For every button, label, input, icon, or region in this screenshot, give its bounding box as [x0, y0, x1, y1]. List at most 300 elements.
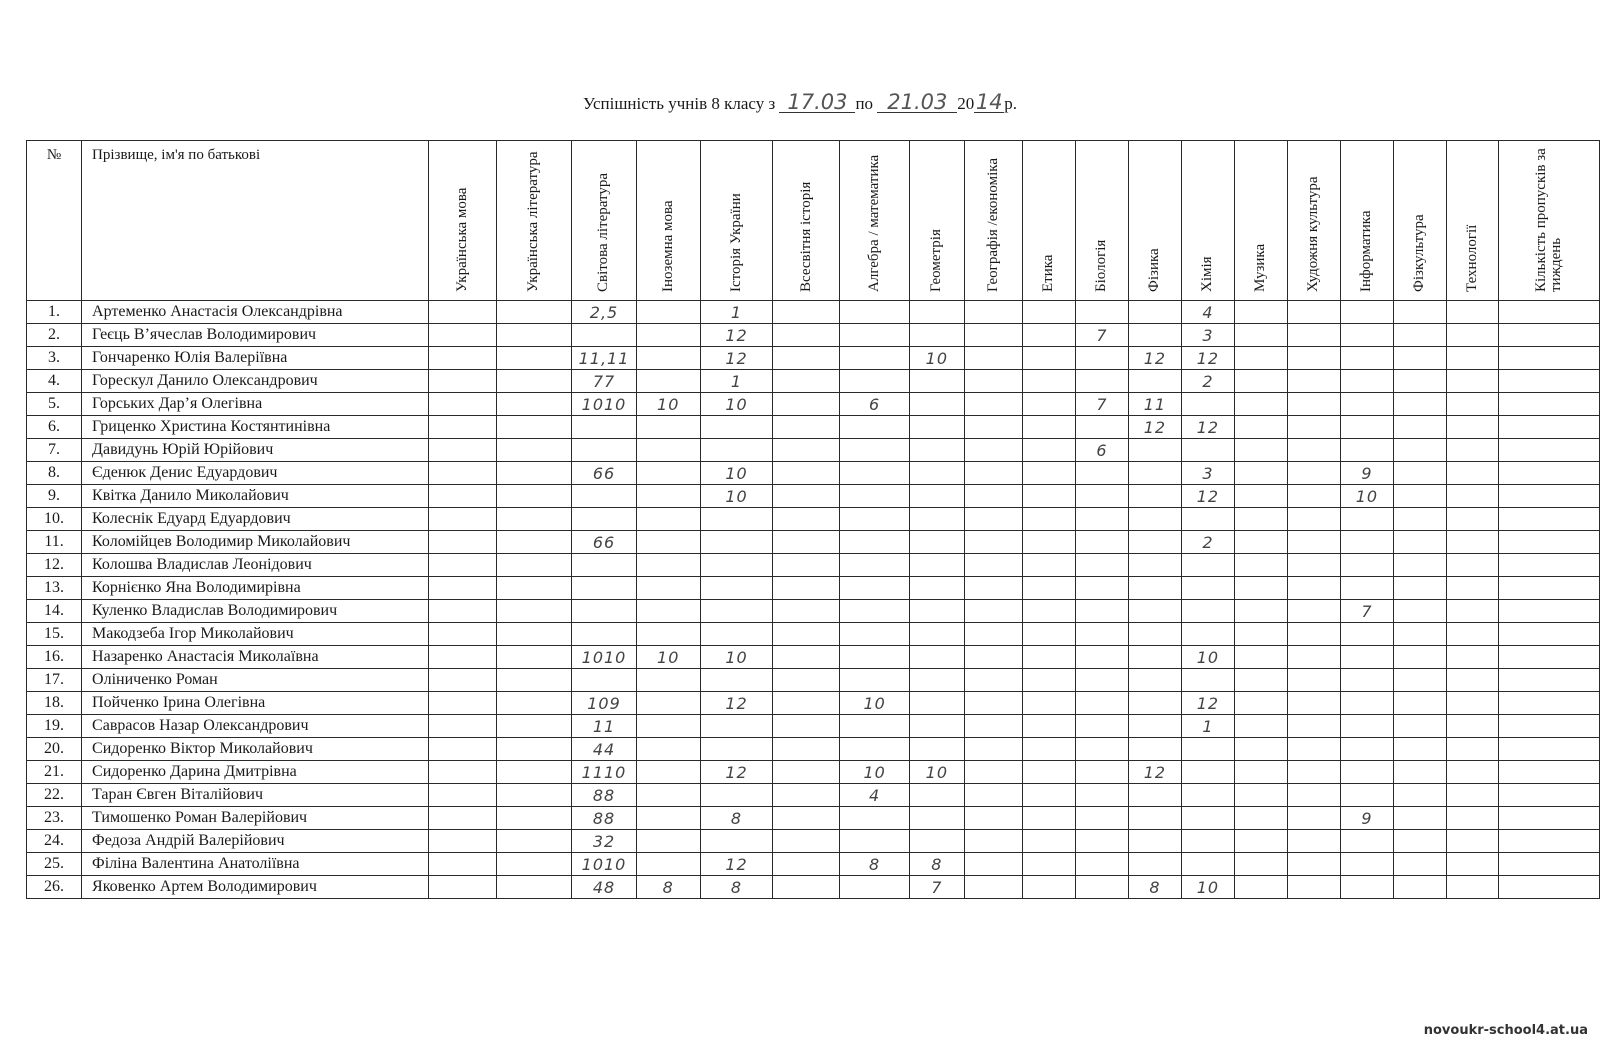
grade-cell [572, 577, 636, 600]
row-number: 2. [27, 324, 82, 347]
grade-cell [428, 692, 496, 715]
grade-cell: 109 [572, 692, 636, 715]
grade-cell: 8 [700, 876, 772, 899]
grade-cell [1340, 393, 1393, 416]
grade-cell: 10 [840, 692, 909, 715]
grade-cell [1393, 600, 1446, 623]
grade-cell [773, 623, 840, 646]
row-number: 16. [27, 646, 82, 669]
header-subject-label: Кількість пропусків за тиждень [1532, 148, 1564, 292]
grade-cell [1022, 761, 1075, 784]
grade-cell [840, 531, 909, 554]
grade-cell [964, 669, 1022, 692]
grade-cell: 10 [909, 347, 964, 370]
grade-cell [496, 485, 571, 508]
grade-cell [1446, 462, 1498, 485]
grade-cell [496, 761, 571, 784]
grade-cell [909, 623, 964, 646]
grade-cell [909, 669, 964, 692]
grade-cell [1128, 853, 1181, 876]
grade-cell [1498, 692, 1599, 715]
grade-cell [773, 807, 840, 830]
grade-cell [1075, 715, 1128, 738]
row-number: 9. [27, 485, 82, 508]
grade-cell [636, 370, 700, 393]
grade-cell [1075, 692, 1128, 715]
table-row [27, 439, 1600, 462]
grade-cell [636, 807, 700, 830]
grade-cell [428, 738, 496, 761]
grade-cell: 1 [1181, 715, 1234, 738]
table-row [27, 738, 1600, 761]
grade-cell [1234, 462, 1287, 485]
grade-cell [1075, 301, 1128, 324]
grade-cell [700, 531, 772, 554]
grade-cell [1393, 439, 1446, 462]
grade-cell [1498, 393, 1599, 416]
grade-cell [1446, 692, 1498, 715]
grade-cell [428, 416, 496, 439]
grade-cell [496, 807, 571, 830]
header-subject-label: Музика [1252, 243, 1269, 292]
grade-cell [840, 439, 909, 462]
grade-cell [1181, 508, 1234, 531]
header-subject-label: Етика [1040, 254, 1057, 292]
grade-cell [428, 462, 496, 485]
grade-cell [1234, 600, 1287, 623]
grade-cell [572, 324, 636, 347]
grade-cell [1498, 554, 1599, 577]
grade-cell [1022, 393, 1075, 416]
grade-cell [773, 715, 840, 738]
grade-cell [909, 439, 964, 462]
grade-cell [1022, 462, 1075, 485]
table-row [27, 715, 1600, 738]
table-row [27, 324, 1600, 347]
grade-cell [1498, 784, 1599, 807]
grade-cell [636, 853, 700, 876]
grade-cell [428, 347, 496, 370]
row-number: 20. [27, 738, 82, 761]
grade-cell [496, 715, 571, 738]
grade-cell [636, 347, 700, 370]
grade-cell [1340, 853, 1393, 876]
grade-cell: 12 [1181, 347, 1234, 370]
grade-cell [496, 324, 571, 347]
header-subject-label: Художня культура [1305, 176, 1322, 292]
grade-cell [636, 531, 700, 554]
grade-cell [1446, 761, 1498, 784]
grade-cell: 11 [572, 715, 636, 738]
grade-cell [1181, 853, 1234, 876]
grade-cell [1234, 577, 1287, 600]
grade-cell: 8 [909, 853, 964, 876]
grade-cell [1340, 646, 1393, 669]
grade-cell [1287, 692, 1340, 715]
grade-cell [773, 462, 840, 485]
header-subject [1340, 141, 1393, 301]
grade-cell: 10 [636, 646, 700, 669]
grade-cell [428, 600, 496, 623]
grade-cell [1393, 738, 1446, 761]
grade-cell: 11,11 [572, 347, 636, 370]
table-row [27, 347, 1600, 370]
grade-cell [1234, 807, 1287, 830]
grade-cell: 3 [1181, 324, 1234, 347]
grade-cell [1128, 531, 1181, 554]
grade-cell [909, 324, 964, 347]
grade-cell [1234, 439, 1287, 462]
table-row [27, 416, 1600, 439]
grade-cell [1075, 761, 1128, 784]
grade-cell [1393, 784, 1446, 807]
student-name: Макодзеба Ігор Миколайович [82, 623, 429, 646]
header-subject [1181, 141, 1234, 301]
row-number: 3. [27, 347, 82, 370]
grade-cell [840, 554, 909, 577]
grade-cell [1287, 807, 1340, 830]
student-name: Корнієнко Яна Володимирівна [82, 577, 429, 600]
grade-cell [773, 784, 840, 807]
grade-cell [1287, 761, 1340, 784]
grade-cell [1393, 669, 1446, 692]
grade-cell [700, 669, 772, 692]
grade-cell [773, 324, 840, 347]
header-subject-label: Всесвітня історія [797, 181, 814, 292]
grade-cell [1393, 623, 1446, 646]
grade-cell [840, 715, 909, 738]
grade-cell [964, 554, 1022, 577]
grade-cell [1287, 646, 1340, 669]
header-name: Прізвище, ім'я по батькові [82, 141, 429, 301]
row-number: 18. [27, 692, 82, 715]
grade-cell [909, 508, 964, 531]
grade-cell [840, 876, 909, 899]
grade-cell [840, 508, 909, 531]
grade-cell [428, 830, 496, 853]
grade-cell [1234, 554, 1287, 577]
header-subject [1234, 141, 1287, 301]
grade-cell [1287, 577, 1340, 600]
grade-cell [773, 830, 840, 853]
grade-cell [964, 393, 1022, 416]
grade-cell [964, 623, 1022, 646]
grade-cell [1128, 715, 1181, 738]
grade-cell [700, 623, 772, 646]
table-row [27, 853, 1600, 876]
student-name: Коломійцев Володимир Миколайович [82, 531, 429, 554]
grade-cell: 7 [1075, 393, 1128, 416]
grade-cell [1022, 554, 1075, 577]
grade-cell: 10 [636, 393, 700, 416]
grade-cell [1234, 715, 1287, 738]
grade-cell [1022, 646, 1075, 669]
grade-cell: 66 [572, 462, 636, 485]
header-subject-label: Біологія [1093, 239, 1110, 292]
table-row [27, 669, 1600, 692]
header-subject-label: Інформатика [1358, 210, 1375, 292]
grade-cell [1181, 623, 1234, 646]
grade-cell [1022, 324, 1075, 347]
grade-cell [1287, 439, 1340, 462]
grade-cell [1181, 554, 1234, 577]
grade-cell [1498, 669, 1599, 692]
grade-cell: 7 [909, 876, 964, 899]
row-number: 19. [27, 715, 82, 738]
grade-cell [1446, 715, 1498, 738]
grade-cell [1393, 531, 1446, 554]
grade-cell [1234, 876, 1287, 899]
grade-cell [1234, 324, 1287, 347]
header-subject-label: Українська мова [453, 187, 470, 292]
grade-cell [773, 393, 840, 416]
grade-cell [773, 531, 840, 554]
grade-cell [840, 416, 909, 439]
grade-cell [1498, 738, 1599, 761]
grade-cell [964, 761, 1022, 784]
grade-cell [1498, 600, 1599, 623]
grade-cell [1446, 347, 1498, 370]
row-number: 15. [27, 623, 82, 646]
student-name: Яковенко Артем Володимирович [82, 876, 429, 899]
grade-cell [428, 393, 496, 416]
grade-cell [428, 715, 496, 738]
grade-cell [1446, 669, 1498, 692]
row-number: 23. [27, 807, 82, 830]
header-subject-label: Українська література [525, 151, 542, 292]
grade-cell [1393, 347, 1446, 370]
student-name: Колошва Владислав Леонідович [82, 554, 429, 577]
grade-cell [1128, 439, 1181, 462]
grade-cell [636, 623, 700, 646]
grade-cell [700, 508, 772, 531]
grade-cell [700, 554, 772, 577]
grade-cell [1181, 439, 1234, 462]
grade-cell [1287, 600, 1340, 623]
grade-cell: 3 [1181, 462, 1234, 485]
grade-cell [1287, 324, 1340, 347]
table-row [27, 508, 1600, 531]
grade-cell [1446, 577, 1498, 600]
header-subject [1022, 141, 1075, 301]
grade-cell [1234, 485, 1287, 508]
grade-cell [1181, 600, 1234, 623]
grade-cell [1022, 784, 1075, 807]
grade-cell: 8 [840, 853, 909, 876]
grade-cell [840, 807, 909, 830]
grade-cell [496, 646, 571, 669]
title-mid: по [855, 94, 874, 113]
grade-cell [1498, 853, 1599, 876]
grade-cell [909, 554, 964, 577]
grade-cell [773, 646, 840, 669]
grade-cell [428, 485, 496, 508]
grade-cell [636, 715, 700, 738]
grade-cell [840, 370, 909, 393]
grade-cell [1498, 807, 1599, 830]
grade-cell [1393, 692, 1446, 715]
grade-cell [964, 324, 1022, 347]
student-name: Квітка Данило Миколайович [82, 485, 429, 508]
grade-cell [1181, 577, 1234, 600]
grade-cell [840, 462, 909, 485]
table-row [27, 393, 1600, 416]
student-name: Давидунь Юрій Юрійович [82, 439, 429, 462]
grade-cell: 1010 [572, 853, 636, 876]
header-number: № [27, 141, 82, 301]
grade-cell [1393, 761, 1446, 784]
grade-cell [773, 554, 840, 577]
grade-cell: 66 [572, 531, 636, 554]
grade-cell [1340, 439, 1393, 462]
grade-cell [1075, 577, 1128, 600]
grade-cell [1498, 577, 1599, 600]
grade-cell [496, 554, 571, 577]
grade-cell [1022, 416, 1075, 439]
grade-cell [773, 301, 840, 324]
grade-cell: 7 [1075, 324, 1128, 347]
grade-cell [1181, 807, 1234, 830]
header-subject [1498, 141, 1599, 301]
date-from: 17.03 [779, 92, 855, 113]
grade-cell [636, 692, 700, 715]
grade-cell [1022, 347, 1075, 370]
row-number: 14. [27, 600, 82, 623]
grade-cell [840, 669, 909, 692]
grade-cell: 11 [1128, 393, 1181, 416]
header-subject-label: Географія /економіка [984, 157, 1001, 292]
grade-cell [1446, 830, 1498, 853]
header-subject-label: Технології [1463, 224, 1480, 292]
grade-cell [1128, 623, 1181, 646]
header-subject [496, 141, 571, 301]
grade-cell [1022, 301, 1075, 324]
grade-cell [909, 600, 964, 623]
grade-cell [1340, 508, 1393, 531]
grade-cell [1234, 761, 1287, 784]
table-row [27, 370, 1600, 393]
title-prefix: Успішність учнів 8 класу з [582, 94, 776, 113]
grade-cell [1498, 715, 1599, 738]
date-to: 21.03 [877, 92, 957, 113]
grade-cell [1287, 738, 1340, 761]
grade-cell [1128, 324, 1181, 347]
grade-cell [964, 531, 1022, 554]
grade-cell [1128, 600, 1181, 623]
student-name: Тимошенко Роман Валерійович [82, 807, 429, 830]
grade-cell: 12 [1128, 347, 1181, 370]
grade-cell [1022, 807, 1075, 830]
student-name: Федоза Андрій Валерійович [82, 830, 429, 853]
grade-cell [636, 577, 700, 600]
grade-cell: 10 [1181, 646, 1234, 669]
grade-cell [1022, 853, 1075, 876]
grade-cell [1128, 301, 1181, 324]
grade-cell [909, 370, 964, 393]
student-name: Таран Євген Віталійович [82, 784, 429, 807]
grade-cell [636, 830, 700, 853]
grade-cell [909, 784, 964, 807]
student-name: Колеснік Едуард Едуардович [82, 508, 429, 531]
grade-cell [636, 462, 700, 485]
grade-cell [1287, 347, 1340, 370]
student-name: Гриценко Христина Костянтинівна [82, 416, 429, 439]
grade-cell [1498, 301, 1599, 324]
grade-cell [496, 784, 571, 807]
table-row [27, 784, 1600, 807]
table-row [27, 554, 1600, 577]
grade-cell [572, 669, 636, 692]
grade-cell [773, 669, 840, 692]
grade-cell [1340, 577, 1393, 600]
grade-cell [840, 485, 909, 508]
table-row [27, 600, 1600, 623]
grade-cell [1393, 393, 1446, 416]
grade-cell [1498, 623, 1599, 646]
grade-cell [428, 761, 496, 784]
grade-cell [1393, 577, 1446, 600]
grade-cell [636, 554, 700, 577]
grade-cell [428, 508, 496, 531]
grade-cell: 4 [1181, 301, 1234, 324]
grade-cell [1498, 876, 1599, 899]
grade-cell [496, 738, 571, 761]
student-name: Сидоренко Дарина Дмитрівна [82, 761, 429, 784]
grade-cell [964, 416, 1022, 439]
grade-cell [773, 508, 840, 531]
grade-cell [572, 485, 636, 508]
grade-cell [428, 554, 496, 577]
grade-cell [1287, 301, 1340, 324]
grade-cell [1287, 876, 1340, 899]
grade-cell: 10 [700, 485, 772, 508]
row-number: 12. [27, 554, 82, 577]
grade-cell [1393, 508, 1446, 531]
grade-cell [636, 416, 700, 439]
grade-cell [1181, 784, 1234, 807]
grade-cell [1287, 416, 1340, 439]
grade-cell [636, 669, 700, 692]
table-row [27, 761, 1600, 784]
table-row [27, 646, 1600, 669]
grade-cell [1340, 370, 1393, 393]
header-subject-label: Історія України [727, 193, 744, 292]
grade-cell [964, 876, 1022, 899]
grade-cell [428, 370, 496, 393]
grade-cell [964, 600, 1022, 623]
row-number: 25. [27, 853, 82, 876]
grade-cell [1340, 301, 1393, 324]
grade-cell: 12 [1128, 761, 1181, 784]
grade-cell [636, 324, 700, 347]
grade-cell [773, 738, 840, 761]
grade-cell [1234, 623, 1287, 646]
grade-cell [1446, 508, 1498, 531]
row-number: 17. [27, 669, 82, 692]
grade-cell [909, 393, 964, 416]
table-row [27, 692, 1600, 715]
grade-cell [1446, 554, 1498, 577]
grade-cell [1128, 508, 1181, 531]
grade-cell: 44 [572, 738, 636, 761]
student-name: Гончаренко Юлія Валеріївна [82, 347, 429, 370]
title-end: р. [1004, 94, 1018, 113]
grade-cell [1022, 692, 1075, 715]
header-subject-label: Фізика [1146, 248, 1163, 292]
grade-cell [700, 715, 772, 738]
grade-cell [1446, 485, 1498, 508]
grade-cell [1075, 738, 1128, 761]
